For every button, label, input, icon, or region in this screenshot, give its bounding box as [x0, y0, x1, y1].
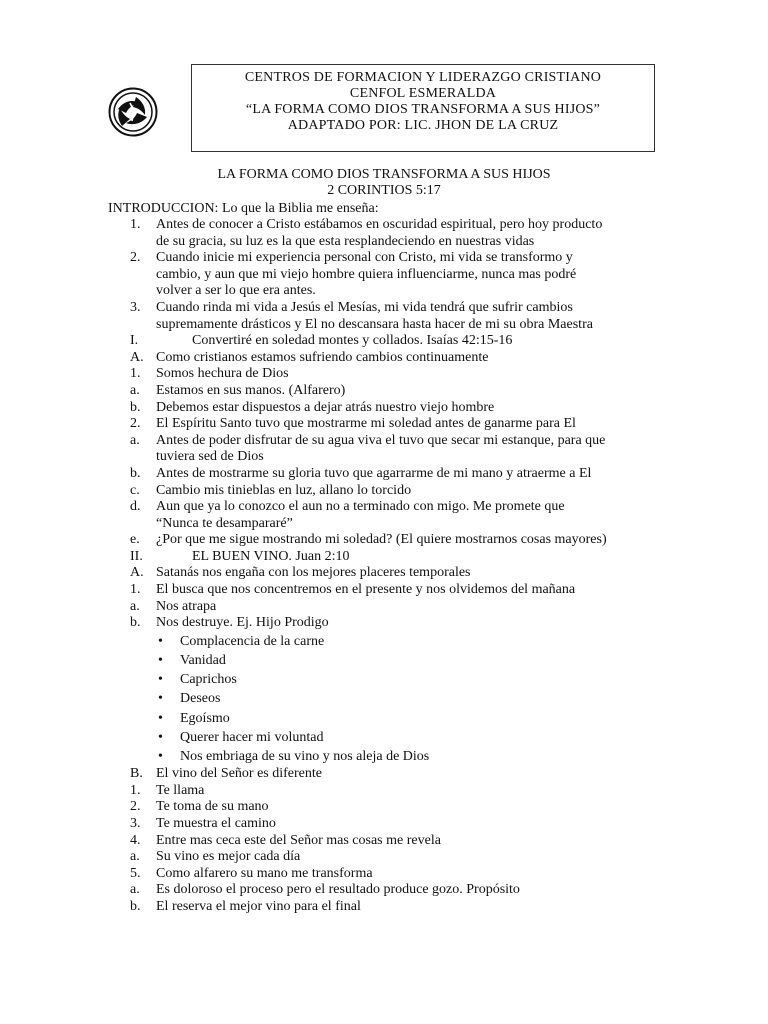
- bullet-marker: •: [158, 633, 163, 649]
- bullet-marker: •: [158, 729, 163, 745]
- item-text: [156, 766, 668, 783]
- item-line: Nos destruye. Ej. Hijo Prodigo: [156, 615, 329, 631]
- item-text: [180, 651, 668, 670]
- item-marker: II.: [130, 548, 143, 564]
- item-line: de su gracia, su luz es la que esta resplandeciendo en nuestras vidas: [156, 233, 535, 249]
- header-box: [191, 64, 655, 152]
- item-marker: 3.: [130, 816, 141, 832]
- bullet-item: [108, 747, 668, 766]
- item-text: [156, 799, 668, 816]
- item-line: Entre mas ceca este del Señor mas cosas me revela: [156, 832, 441, 848]
- outline-item: [108, 499, 668, 532]
- item-text: [156, 300, 668, 333]
- item-text: [156, 366, 668, 383]
- bullet-item: [108, 709, 668, 728]
- item-line: cambio, y aun que mi viejo hombre quiera influenciarme, nunca mas podré: [156, 266, 577, 282]
- header-line-2: CENFOL ESMERALDA: [349, 86, 497, 101]
- item-line: Querer hacer mi voluntad: [180, 729, 324, 745]
- item-marker: 2.: [130, 416, 141, 432]
- item-line: El Espíritu Santo tuvo que mostrarme mi soledad antes de ganarme para El: [156, 416, 576, 432]
- item-text: [156, 217, 668, 250]
- item-text: [156, 383, 668, 400]
- item-text: [156, 582, 668, 599]
- item-text: [156, 816, 668, 833]
- item-text: [156, 333, 668, 350]
- item-line: EL BUEN VINO. Juan 2:10: [192, 548, 350, 564]
- item-text: [156, 899, 668, 916]
- header-line-1: CENTROS DE FORMACION Y LIDERAZGO CRISTIANO: [244, 70, 602, 85]
- bullet-item: [108, 728, 668, 747]
- item-line: Nos embriaga de su vino y nos aleja de Dios: [180, 749, 430, 765]
- outline-item: [108, 483, 668, 500]
- outline-item: [108, 532, 668, 549]
- item-line: El vino del Señor es diferente: [156, 766, 323, 782]
- item-marker: A.: [130, 565, 144, 581]
- item-marker: a.: [130, 432, 140, 448]
- item-marker: A.: [130, 349, 144, 365]
- outline-item: [108, 766, 668, 783]
- introduction-heading: INTRODUCCION: Lo que la Biblia me enseña:: [108, 201, 379, 216]
- item-line: Somos hechura de Dios: [156, 366, 289, 382]
- bullet-marker: •: [158, 672, 163, 688]
- bullet-marker: •: [158, 653, 163, 669]
- outline-item: [108, 882, 668, 899]
- item-line: tuviera sed de Dios: [156, 449, 264, 465]
- outline-item: [108, 300, 668, 333]
- item-text: [156, 416, 668, 433]
- item-marker: 1.: [130, 782, 141, 798]
- bullet-marker: •: [158, 749, 163, 765]
- outline-item: [108, 250, 668, 300]
- item-line: Aun que ya lo conozco el aun no a terminado con migo. Me promete que: [156, 499, 565, 515]
- item-text: [156, 499, 668, 532]
- outline-item: [108, 599, 668, 616]
- item-marker: 1.: [130, 217, 141, 232]
- scripture-reference: 2 CORINTIOS 5:17: [327, 183, 441, 198]
- item-text: [156, 400, 668, 417]
- bullet-marker: •: [158, 691, 163, 707]
- header-line-3: “LA FORMA COMO DIOS TRANSFORMA A SUS HIJOS”: [245, 102, 601, 117]
- item-line: Satanás nos engaña con los mejores placeres temporales: [156, 565, 471, 581]
- bullet-item: [108, 670, 668, 689]
- item-marker: b.: [130, 399, 141, 415]
- item-text: [156, 466, 668, 483]
- item-text: [180, 747, 668, 766]
- item-line: Su vino es mejor cada día: [156, 849, 301, 865]
- item-line: Deseos: [180, 691, 221, 707]
- item-text: [156, 783, 668, 800]
- item-text: [156, 483, 668, 500]
- item-marker: a.: [130, 382, 140, 398]
- outline-item: [108, 783, 668, 800]
- item-line: Estamos en sus manos. (Alfarero): [156, 382, 346, 398]
- item-text: [180, 670, 668, 689]
- outline-item: [108, 383, 668, 400]
- item-line: Debemos estar dispuestos a dejar atrás nuestro viejo hombre: [156, 399, 495, 415]
- outline-item: [108, 400, 668, 417]
- item-marker: I.: [130, 333, 139, 349]
- outline-item: [108, 833, 668, 850]
- outline-item: [108, 565, 668, 582]
- outline-item: [108, 433, 668, 466]
- item-text: [156, 615, 668, 632]
- item-marker: a.: [130, 882, 140, 898]
- item-line: Antes de conocer a Cristo estábamos en oscuridad espiritual, pero hoy producto: [156, 217, 603, 232]
- item-text: [156, 250, 668, 300]
- item-line: volver a ser lo que era antes.: [156, 283, 316, 299]
- item-marker: a.: [130, 598, 140, 614]
- item-line: Nos atrapa: [156, 598, 217, 614]
- item-line: Te toma de su mano: [156, 799, 269, 815]
- item-line: Te muestra el camino: [156, 816, 276, 832]
- item-text: [156, 532, 668, 549]
- outline-item: [108, 549, 668, 566]
- item-marker: 2.: [130, 250, 141, 266]
- item-text: [156, 549, 668, 566]
- item-text: [156, 866, 668, 883]
- item-line: Caprichos: [180, 672, 237, 688]
- header-line-4: ADAPTADO POR: LIC. JHON DE LA CRUZ: [287, 118, 559, 133]
- item-marker: 5.: [130, 865, 141, 881]
- item-text: [180, 632, 668, 651]
- item-marker: 2.: [130, 799, 141, 815]
- item-text: [180, 709, 668, 728]
- item-marker: e.: [130, 532, 140, 548]
- bullet-item: [108, 689, 668, 708]
- item-marker: b.: [130, 465, 141, 481]
- item-line: Cambio mis tinieblas en luz, allano lo torcido: [156, 482, 412, 498]
- outline-item: [108, 217, 668, 250]
- bullet-marker: •: [158, 710, 163, 726]
- sermon-outline: [108, 200, 668, 916]
- item-line: Antes de mostrarme su gloria tuvo que agarrarme de mi mano y atraerme a El: [156, 465, 592, 481]
- item-line: Como alfarero su mano me transforma: [156, 865, 373, 881]
- item-marker: 4.: [130, 832, 141, 848]
- outline-item: [108, 333, 668, 350]
- item-marker: d.: [130, 499, 141, 515]
- item-marker: B.: [130, 766, 143, 782]
- item-marker: c.: [130, 482, 140, 498]
- item-line: Convertiré en soledad montes y collados. Isaías 42:15-16: [192, 333, 513, 349]
- outline-item: [108, 866, 668, 883]
- item-line: El busca que nos concentremos en el presente y nos olvidemos del mañana: [156, 582, 576, 598]
- item-marker: a.: [130, 849, 140, 865]
- outline-item: [108, 615, 668, 632]
- item-marker: b.: [130, 899, 141, 915]
- item-line: Es doloroso el proceso pero el resultado produce gozo. Propósito: [156, 882, 520, 898]
- item-text: [156, 599, 668, 616]
- outline-item: [108, 350, 668, 367]
- bullet-item: [108, 632, 668, 651]
- item-line: Vanidad: [180, 653, 226, 669]
- item-marker: b.: [130, 615, 141, 631]
- item-text: [156, 882, 668, 899]
- item-marker: 1.: [130, 582, 141, 598]
- item-line: Cuando inicie mi experiencia personal con Cristo, mi vida se transformo y: [156, 250, 573, 266]
- sermon-title: LA FORMA COMO DIOS TRANSFORMA A SUS HIJOS: [217, 167, 551, 182]
- item-text: [156, 350, 668, 367]
- item-text: [156, 833, 668, 850]
- item-line: Antes de poder disfrutar de su agua viva el tuvo que secar mi estanque, para que: [156, 432, 606, 448]
- item-line: Egoísmo: [180, 710, 230, 726]
- item-text: [180, 728, 668, 747]
- item-text: [156, 849, 668, 866]
- item-line: Como cristianos estamos sufriendo cambios continuamente: [156, 349, 489, 365]
- item-line: “Nunca te desampararé”: [156, 515, 293, 531]
- outline-item: [108, 582, 668, 599]
- item-line: ¿Por que me sigue mostrando mi soledad? (El quiere mostrarnos cosas mayores): [156, 532, 607, 548]
- item-marker: 1.: [130, 366, 141, 382]
- outline-item: [108, 899, 668, 916]
- item-text: [156, 565, 668, 582]
- bullet-item: [108, 651, 668, 670]
- outline-item: [108, 466, 668, 483]
- outline-item: [108, 416, 668, 433]
- outline-items: [108, 217, 668, 916]
- outline-item: [108, 799, 668, 816]
- outline-item: [108, 816, 668, 833]
- item-text: [180, 689, 668, 708]
- item-line: Te llama: [156, 782, 205, 798]
- outline-item: [108, 849, 668, 866]
- outline-item: [108, 366, 668, 383]
- item-line: supremamente drásticos y El no descansara hasta hacer de mi su obra Maestra: [156, 316, 593, 332]
- item-line: El reserva el mejor vino para el final: [156, 899, 361, 915]
- item-line: Complacencia de la carne: [180, 633, 325, 649]
- sermon-title-block: [108, 167, 660, 199]
- item-text: [156, 433, 668, 466]
- item-line: Cuando rinda mi vida a Jesús el Mesías, mi vida tendrá que sufrir cambios: [156, 299, 573, 315]
- cenfol-logo: [108, 87, 158, 137]
- item-marker: 3.: [130, 299, 141, 315]
